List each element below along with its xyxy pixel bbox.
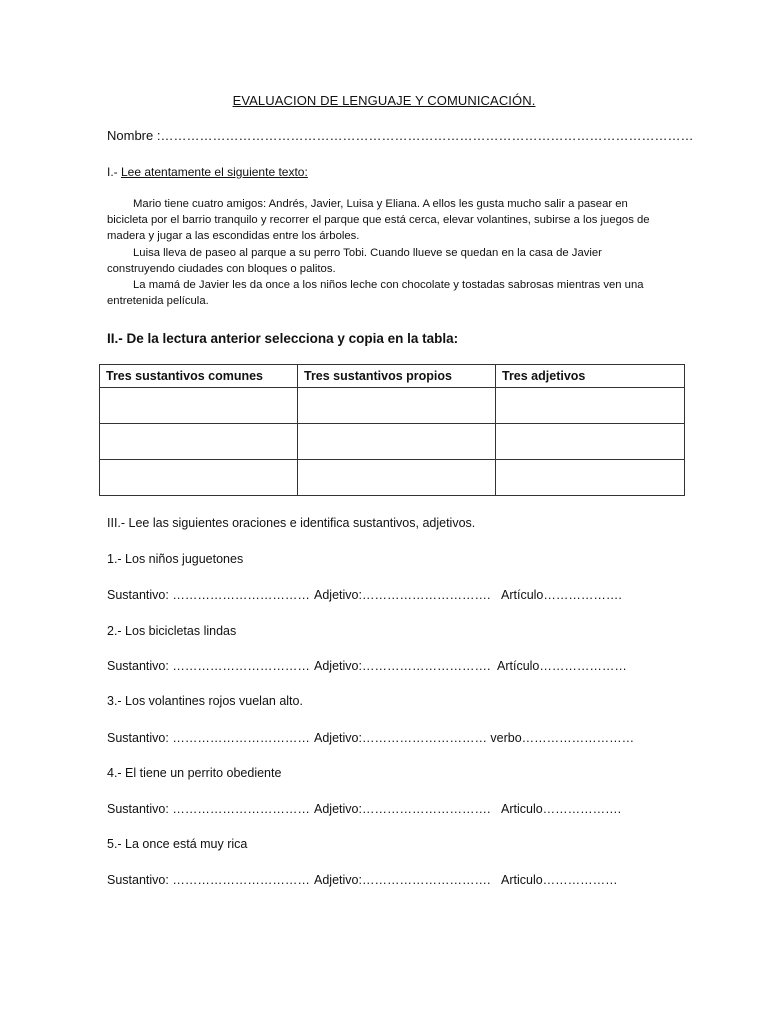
answer-table bbox=[99, 364, 685, 496]
sentence-2: 2.- Los bicicletas lindas bbox=[107, 624, 237, 638]
section-3-heading: III.- Lee las siguientes oraciones e identifica sustantivos, adjetivos. bbox=[107, 516, 476, 530]
noun-blank[interactable]: Sustantivo: …………………………… bbox=[107, 802, 310, 816]
reading-paragraph: La mamá de Javier les da once a los niños leche con chocolate y tostadas sabrosas mientras ven una entretenida película. bbox=[107, 279, 644, 308]
table-row bbox=[100, 460, 685, 496]
sentence-1: 1.- Los niños juguetones bbox=[107, 552, 244, 566]
sentence-3: 3.- Los volantines rojos vuelan alto. bbox=[107, 694, 303, 708]
article-blank[interactable]: Articulo………………. bbox=[501, 802, 622, 816]
header-common-nouns: Tres sustantivos comunes bbox=[100, 365, 298, 388]
page-title: EVALUACION DE LENGUAJE Y COMUNICACIÓN. bbox=[232, 93, 536, 108]
noun-blank[interactable]: Sustantivo: …………………………… bbox=[107, 659, 310, 673]
adjective-blank[interactable]: Adjetivo:…………………………. bbox=[314, 802, 491, 816]
reading-paragraph: Luisa lleva de paseo al parque a su perro Tobi. Cuando llueve se quedan en la casa de Javier construyendo ciudades con bloques o palitos. bbox=[107, 246, 602, 275]
section-2-heading: II.- De la lectura anterior selecciona y copia en la tabla: bbox=[107, 331, 459, 346]
table-cell[interactable] bbox=[496, 388, 685, 424]
adjective-blank[interactable]: Adjetivo:…………………………. bbox=[314, 873, 491, 887]
section-1-heading bbox=[107, 165, 308, 179]
table-cell[interactable] bbox=[298, 460, 496, 496]
article-blank[interactable]: Artículo………………. bbox=[501, 588, 622, 602]
section-1-prefix: I.- bbox=[107, 165, 121, 179]
article-blank[interactable]: Articulo……………… bbox=[501, 873, 618, 887]
reading-paragraph: Mario tiene cuatro amigos: Andrés, Javier, Luisa y Eliana. A ellos les gusta mucho salir a pasear en bicicleta por el barrio tranquilo y recorrer el parque que está cerca, elevar volantines, subirse a los juegos de madera y jugar a las escondidas entre los árboles. bbox=[107, 198, 650, 243]
sentence-5: 5.- La once está muy rica bbox=[107, 837, 248, 851]
noun-blank[interactable]: Sustantivo: …………………………… bbox=[107, 588, 310, 602]
adjective-blank[interactable]: Adjetivo:…………………………. bbox=[314, 588, 491, 602]
adjective-blank[interactable]: Adjetivo:…………………………. bbox=[314, 659, 491, 673]
table-cell[interactable] bbox=[298, 424, 496, 460]
table-cell[interactable] bbox=[496, 424, 685, 460]
table-row bbox=[100, 424, 685, 460]
article-blank[interactable]: Artículo………………… bbox=[497, 659, 627, 673]
reading-text bbox=[107, 196, 667, 309]
noun-blank[interactable]: Sustantivo: …………………………… bbox=[107, 731, 310, 745]
sentence-4: 4.- El tiene un perrito obediente bbox=[107, 766, 282, 780]
table-cell[interactable] bbox=[100, 460, 298, 496]
adjective-verb-blank[interactable]: Adjetivo:………………………… verbo……………………… bbox=[314, 731, 635, 745]
section-1-label: Lee atentamente el siguiente texto: bbox=[121, 165, 308, 179]
header-proper-nouns: Tres sustantivos propios bbox=[298, 365, 496, 388]
header-adjectives: Tres adjetivos bbox=[496, 365, 685, 388]
table-row bbox=[100, 388, 685, 424]
noun-blank[interactable]: Sustantivo: …………………………… bbox=[107, 873, 310, 887]
table-cell[interactable] bbox=[298, 388, 496, 424]
table-cell[interactable] bbox=[100, 424, 298, 460]
name-field[interactable]: Nombre :…………………………………………………………………………………………………………… bbox=[107, 128, 694, 143]
table-header-row bbox=[100, 365, 685, 388]
table-cell[interactable] bbox=[100, 388, 298, 424]
table-cell[interactable] bbox=[496, 460, 685, 496]
